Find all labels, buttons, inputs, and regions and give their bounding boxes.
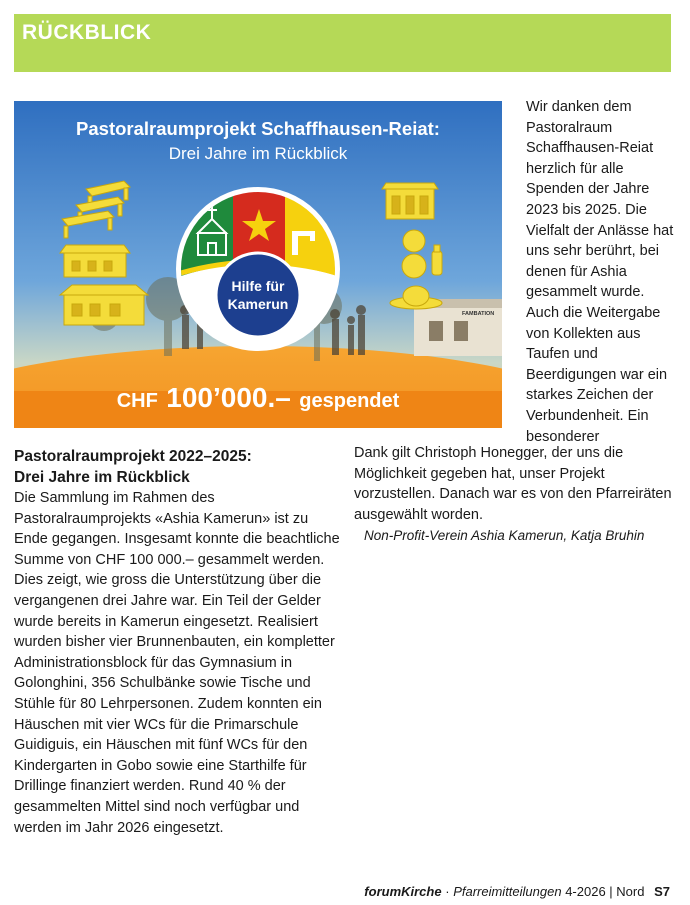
article-title-line2: Drei Jahre im Rückblick <box>14 469 190 486</box>
amount-prefix: CHF <box>116 390 158 412</box>
thanks-text-part2: Dank gilt Christoph Honegger, der uns die Möglichkeit gegeben hat, unser Projekt vorzustellen. Danach war es von den Pfarreiräten ausgewählt worden. <box>354 445 672 523</box>
badge-line2: Kamerun <box>227 296 289 312</box>
amount-value: 100’000.– <box>166 382 291 413</box>
article-body: Die Sammlung im Rahmen des Pastoralraumprojekts «Ashia Kamerun» ist zu Ende gegangen. Insgesamt konnte die beachtliche Summe von CHF 100 000.– gesammelt werden. Dies zeigt, wie gross die Unterstützung über die vergangenen drei Jahre war. Ein Teil der Gelder wurde bereits in Kamerun eingesetzt. Realisiert wurden bisher vier Brunnenbauten, ein kompletter Administrationsblock für das Gymnasium in Golonghini, 356 Schulbänke sowie Tische und Stühle für 80 Lehrpersonen. Zudem konnten ein Häuschen mit vier WCs für die Primarschule Guidiguis, ein Häuschen mit fünf WCs für den Kindergarten in Gobo sowie eine Starthilfe für Drillinge finanziert werden. Rund 40 % der gesammelten Mittel sind noch verfügbar und werden im Jahr 2026 eingesetzt. <box>14 490 340 836</box>
footer-publication: Pfarreimitteilungen <box>453 884 562 899</box>
footer-issue: 4-2026 | Nord <box>565 884 645 899</box>
hero-image <box>14 101 502 428</box>
section-banner <box>14 14 671 72</box>
hero-title-line2: Drei Jahre im Rückblick <box>168 144 348 163</box>
thanks-text-part1: Wir danken dem Pastoralraum Schaffhausen-Reiat herzlich für alle Spenden der Jahre 2023 bis 2025. Die Vielfalt der Anlässe hat uns sehr berührt, bei denen für Ashia gesammelt wurde. Auch die Weitergabe von Kollekten aus Taufen und Beerdigungen war ein starkes Zeichen der Verbundenheit. Ein besonderer <box>526 99 674 445</box>
amount-suffix: gespendet <box>299 390 400 412</box>
article-title-line1: Pastoralraumprojekt 2022–2025: <box>14 448 252 465</box>
footer-brand: forumKirche <box>364 884 442 899</box>
footer-separator: · <box>445 884 450 899</box>
page-number: S7 <box>654 884 670 899</box>
signature: Non-Profit-Verein Ashia Kamerun, Katja Bruhin <box>364 528 645 543</box>
toilet-house-icon <box>382 183 438 219</box>
page-footer <box>364 884 670 899</box>
building-sign: FAMBATION <box>462 311 495 317</box>
section-title: RÜCKBLICK <box>22 21 152 44</box>
article-title <box>14 446 334 488</box>
badge-line1: Hilfe für <box>231 278 285 294</box>
hero-title-line1: Pastoralraumprojekt Schaffhausen-Reiat: <box>76 118 440 139</box>
